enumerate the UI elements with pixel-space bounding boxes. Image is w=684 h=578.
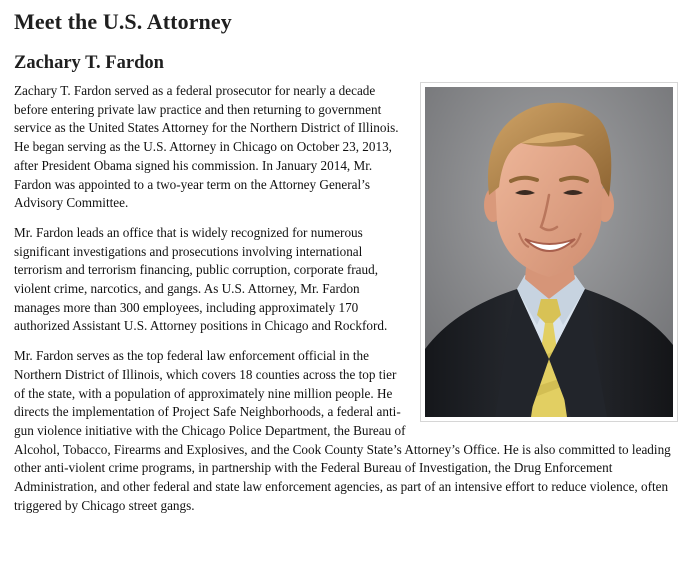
page-title: Meet the U.S. Attorney <box>14 9 232 34</box>
bio-paragraph-2: Mr. Fardon leads an office that is widely recognized for numerous significant investigations and prosecutions involving international terrorism and terrorism financing, public corruption, corporate fraud, violent crime, narcotics, and gangs. As U.S. Attorney, Mr. Fardon manages more than 300 employees, including approximately 170 authorized Assistant U.S. Attorney positions in Chicago and Rockford. <box>14 224 388 334</box>
portrait-photo <box>425 87 673 417</box>
bio-paragraph-1: Zachary T. Fardon served as a federal prosecutor for nearly a decade before entering private law practice and then returning to government service as the United States Attorney for the Northern District of Illinois. He began serving as the U.S. Attorney in Chicago on October 23, 2013, after President Obama signed his commission. In January 2014, Mr. Fardon was appointed to a two-year term on the Attorney General’s Advisory Committee. <box>14 83 399 211</box>
person-name: Zachary T. Fardon <box>14 53 164 73</box>
bio-paragraph-3: Mr. Fardon serves as the top federal law enforcement official in the Northern District of Illinois, which covers 18 counties across the top tier of the state, with a population of approximately nine million people. He directs the implementation of Project Safe Neighborhoods, a federal anti-gun violence initiative with the Chicago Police Department, the Bureau of Alcohol, Tobacco, Firearms and Explosives, and the Cook County State’s Attorney’s Office. He is also committed to leading other anti-violent crime programs, in partnership with the Federal Bureau of Investigation, the Drug Enforcement Administration, and other federal and state law enforcement agencies, as part of an intensive effort to reduce violence, often triggered by Chicago street gangs. <box>14 348 671 513</box>
biography <box>14 82 678 526</box>
portrait-photo-frame <box>420 82 678 422</box>
